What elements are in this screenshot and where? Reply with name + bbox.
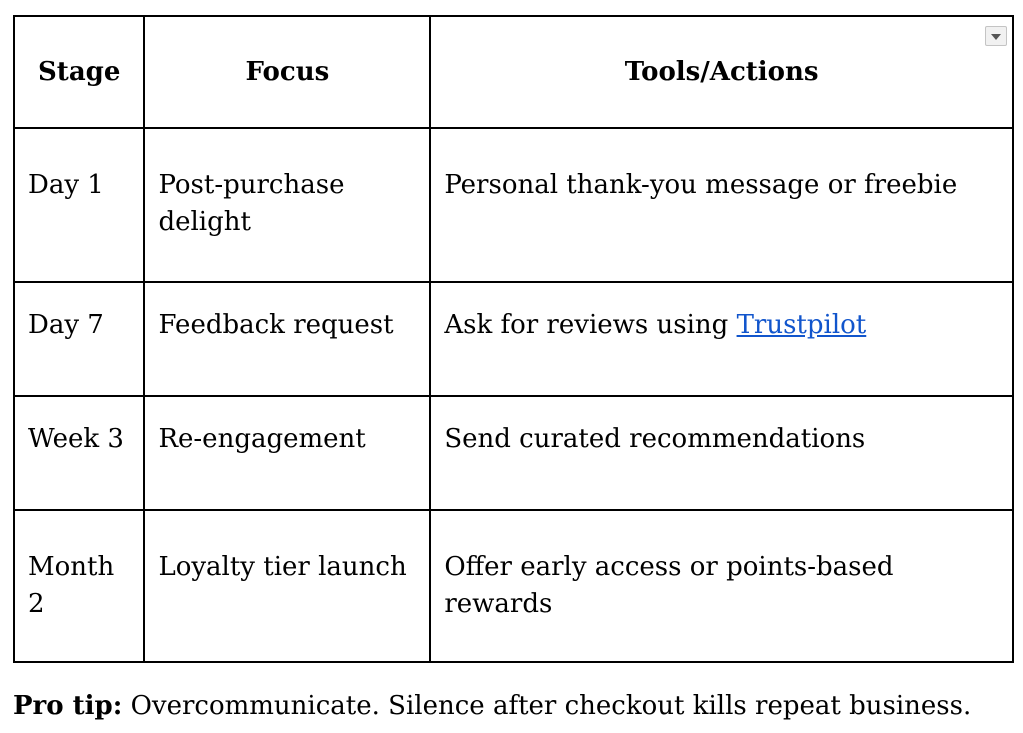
pro-tip-text: Overcommunicate. Silence after checkout kills repeat business. bbox=[122, 691, 972, 721]
cell-stage: Day 1 bbox=[14, 128, 144, 282]
pro-tip bbox=[13, 688, 971, 725]
table-row bbox=[14, 510, 1013, 662]
table-row bbox=[14, 128, 1013, 282]
table-menu-button[interactable] bbox=[985, 26, 1007, 46]
header-focus: Focus bbox=[144, 16, 430, 128]
header-tools-actions: Tools/Actions bbox=[430, 16, 1013, 128]
header-stage: Stage bbox=[14, 16, 144, 128]
trustpilot-link[interactable]: Trustpilot bbox=[736, 310, 867, 340]
cell-focus: Post-purchase delight bbox=[144, 128, 430, 282]
table-row bbox=[14, 396, 1013, 510]
cell-stage: Week 3 bbox=[14, 396, 144, 510]
cell-stage: Month 2 bbox=[14, 510, 144, 662]
table-header-row bbox=[14, 16, 1013, 128]
cell-stage: Day 7 bbox=[14, 282, 144, 396]
cell-focus: Loyalty tier launch bbox=[144, 510, 430, 662]
cell-focus: Re-engagement bbox=[144, 396, 430, 510]
cell-tools-text: Ask for reviews using bbox=[444, 310, 737, 340]
pro-tip-label: Pro tip: bbox=[13, 691, 123, 721]
table-row bbox=[14, 282, 1013, 396]
cell-focus: Feedback request bbox=[144, 282, 430, 396]
cell-tools: Send curated recommendations bbox=[430, 396, 1013, 510]
chevron-down-icon bbox=[991, 34, 1001, 40]
cell-tools bbox=[430, 282, 1013, 396]
journey-table bbox=[13, 15, 1014, 663]
cell-tools: Offer early access or points-based rewards bbox=[430, 510, 1013, 662]
cell-tools: Personal thank-you message or freebie bbox=[430, 128, 1013, 282]
